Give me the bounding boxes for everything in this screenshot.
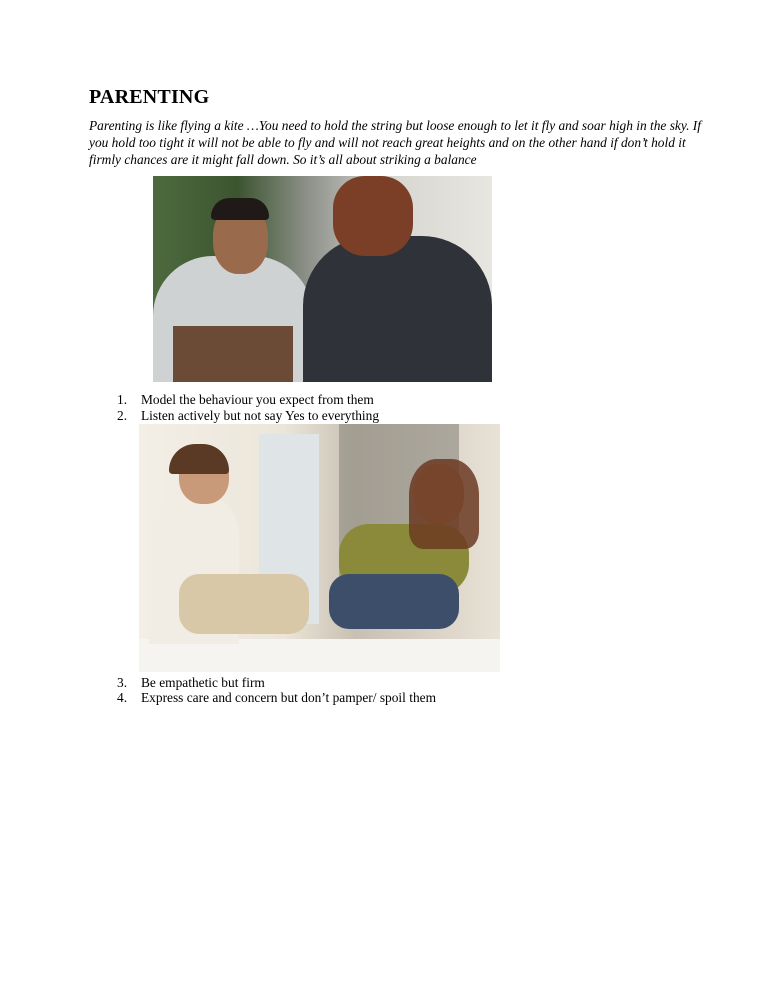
list-number: 2. <box>117 408 128 423</box>
list-text: Be empathetic but firm <box>141 675 265 690</box>
list-number: 3. <box>117 675 128 690</box>
list-number: 1. <box>117 392 128 407</box>
photo-parent-talking-with-teen-son <box>153 176 492 382</box>
list-number: 4. <box>117 690 128 705</box>
list-text: Model the behaviour you expect from them <box>141 392 374 407</box>
page-title: PARENTING <box>89 86 210 108</box>
photo-mother-talking-with-daughter <box>139 424 500 672</box>
intro-paragraph: Parenting is like flying a kite …You need to hold the string but loose enough to let it fly and soar high in the sky. If you hold too tight it will not be able to fly and will not reach great heights and on the other hand if don’t hold it firmly chances are it might fall down. So it’s all about striking a balance <box>89 118 701 167</box>
list-text: Listen actively but not say Yes to everything <box>141 408 380 423</box>
list-text: Express care and concern but don’t pamper/ spoil them <box>141 690 436 705</box>
